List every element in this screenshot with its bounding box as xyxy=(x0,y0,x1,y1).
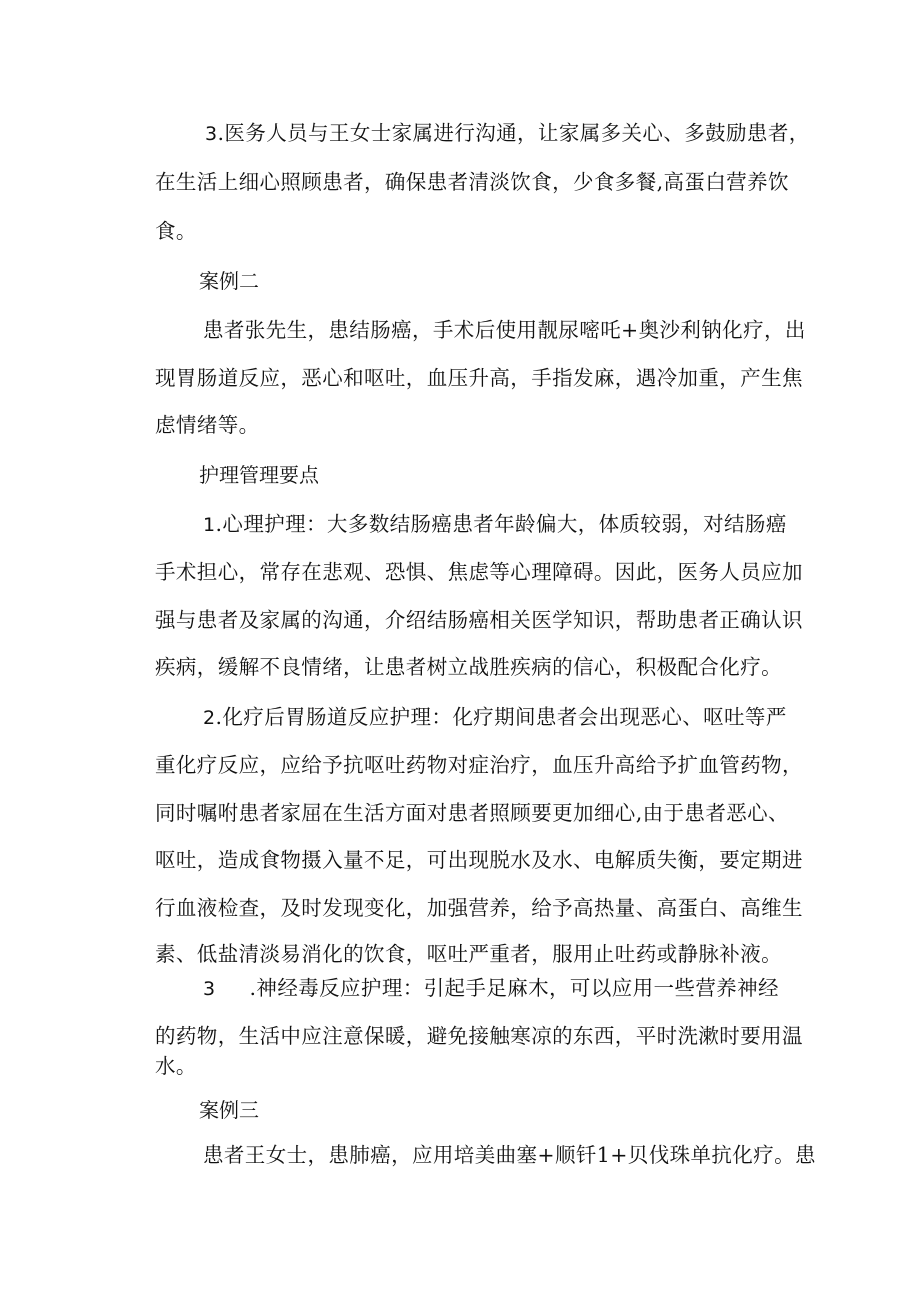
nursing-item2-line1: 2.化疗后胃肠道反应护理：化疗期间患者会出现恶心、呕吐等严 xyxy=(203,703,787,732)
nursing-item2-line5: 行血液检查，及时发现变化，加强营养，给予高热量、高蛋白、高维生 xyxy=(155,896,803,920)
case3-para-line1: 患者王女士，患肺癌，应用培美曲塞+顺钎1+贝伐珠单抗化疗。患 xyxy=(203,1143,816,1167)
nursing-item1-line2: 手术担心，常存在悲观、恐惧、焦虑等心理障碍。因此，医务人员应加 xyxy=(155,560,803,584)
list-number: 1 xyxy=(203,514,216,536)
case1-item3-line2: 在生活上细心照顾患者，确保患者清淡饮食，少食多餐,高蛋白营养饮 xyxy=(155,170,789,194)
case2-para-line3: 虑情绪等。 xyxy=(155,413,260,437)
list-number: 3 xyxy=(203,978,216,1000)
list-number: 3 xyxy=(205,123,218,145)
nursing-item2-line2: 重化疗反应，应给予抗呕吐药物对症治疗，血压升高给予扩血管药物， xyxy=(155,753,803,777)
nursing-item3-line1: 3 .神经毒反应护理：引起手足麻木，可以应用一些营养神经 xyxy=(203,974,779,1003)
case3-heading: 案例三 xyxy=(199,1098,259,1122)
case1-item3-line1: 3.医务人员与王女士家属进行沟通，让家属多关心、多鼓励患者， xyxy=(205,119,810,148)
list-number: 2 xyxy=(203,707,216,729)
nursing-heading: 护理管理要点 xyxy=(199,463,319,487)
case2-heading: 案例二 xyxy=(199,269,259,293)
nursing-item3-line2: 的药物，生活中应注意保暖，避免接触寒凉的东西，平时洗漱时要用温 xyxy=(155,1024,803,1048)
nursing-item1-line4: 疾病，缓解不良情绪，让患者树立战胜疾病的信心，积极配合化疗。 xyxy=(155,655,782,679)
case2-para-line2: 现胃肠道反应，恶心和呕吐，血压升高，手指发麻，遇冷加重，产生焦 xyxy=(155,366,803,390)
nursing-item1-line3: 强与患者及家属的沟通，介绍结肠癌相关医学知识，帮助患者正确认识 xyxy=(155,608,803,632)
nursing-item2-line6: 素、低盐清淡易消化的饮食，呕吐严重者，服用止吐药或静脉补液。 xyxy=(155,942,782,966)
nursing-item2-line4: 呕吐，造成食物摄入量不足，可出现脱水及水、电解质失衡，要定期进 xyxy=(155,848,803,872)
nursing-item3-line3: 水。 xyxy=(155,1054,197,1078)
case1-item3-line3: 食。 xyxy=(155,219,197,243)
case2-para-line1: 患者张先生，患结肠癌，手术后使用靓尿嘧吒+奥沙利钠化疗，出 xyxy=(203,318,806,342)
nursing-item1-line1: 1.心理护理：大多数结肠癌患者年龄偏大，体质较弱，对结肠癌 xyxy=(203,510,787,539)
nursing-item2-line3: 同时嘱咐患者家屈在生活方面对患者照顾要更加细心,由于患者恶心、 xyxy=(155,801,789,825)
